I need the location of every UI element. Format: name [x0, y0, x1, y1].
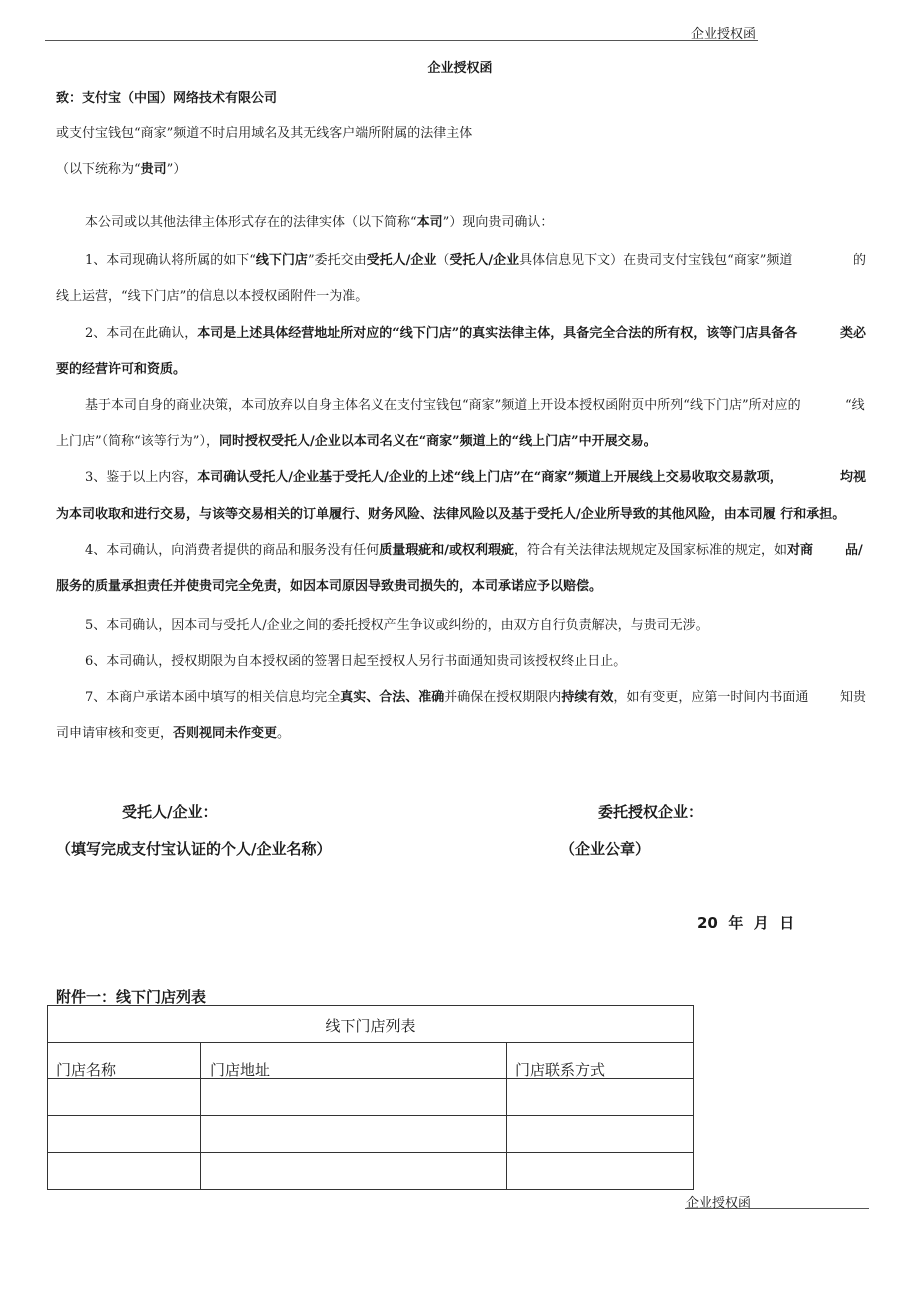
table-cell[interactable] [201, 1079, 506, 1115]
addressee-alias: （以下统称为“贵司”） [56, 162, 187, 177]
table-title: 线下门店列表 [325, 1017, 416, 1035]
trustee-label: 受托人/企业： [122, 803, 218, 821]
column-header-store-contact: 门店联系方式 [515, 1061, 606, 1079]
attachment-title: 附件一：线下门店列表 [56, 988, 207, 1006]
item-7-line-2: 司申请审核和变更，否则视同未作变更。 [56, 726, 291, 741]
table-cell[interactable] [507, 1153, 693, 1189]
decision-line-2: 上门店”（简称“该等行为”），同时授权受托人/企业以本司名义在“商家”频道上的“线上门店”中开展交易。 [56, 434, 657, 449]
addressee: 致：支付宝（中国）网络技术有限公司 [56, 91, 278, 106]
item-4-line-1: 4、本司确认，向消费者提供的商品和服务没有任何质量瑕疵和/或权利瑕疵，符合有关法律法规规定及国家标准的规定，如对商 [85, 543, 814, 558]
item-1-line-1: 1、本司现确认将所属的如下“线下门店”委托交由受托人/企业（受托人/企业具体信息见下文）在贵司支付宝钱包“商家”频道 [85, 253, 793, 268]
item-5: 5、本司确认，因本司与受托人/企业之间的委托授权产生争议或纠纷的，由双方自行负责解决，与贵司无涉。 [85, 618, 709, 633]
item-4-line-2: 服务的质量承担责任并使贵司完全免责，如因本司原因导致贵司损失的，本司承诺应予以赔偿。 [56, 579, 603, 594]
item-1-line-1-end: 的 [853, 253, 867, 268]
table-cell[interactable] [48, 1116, 200, 1152]
grantor-note: （企业公章） [560, 840, 651, 858]
column-header-store-address: 门店地址 [210, 1061, 271, 1079]
column-header-store-name: 门店名称 [56, 1061, 117, 1079]
table-border-top [47, 1005, 694, 1006]
footer-rule [685, 1208, 869, 1209]
document-title: 企业授权函 [427, 61, 493, 76]
item-2-line-1: 2、本司在此确认，本司是上述具体经营地址所对应的“线下门店”的真实法律主体，具备完全合法的所有权，该等门店具备各 [85, 326, 798, 341]
store-list-table [47, 1005, 694, 1190]
table-cell[interactable] [201, 1153, 506, 1189]
table-border-bottom [47, 1189, 694, 1190]
page-footer-label: 企业授权函 [686, 1196, 752, 1211]
header-rule [45, 40, 758, 41]
item-3-line-1: 3、鉴于以上内容，本司确认受托人/企业基于受托人/企业的上述“线上门店”在“商家”频道上开展线上交易收取交易款项， [85, 470, 783, 485]
item-2-line-1-end: 类必 [840, 326, 867, 341]
item-7-line-1-end: 知贵 [840, 690, 867, 705]
table-rule [47, 1042, 694, 1043]
item-4-line-1-end: 品/ [845, 543, 863, 558]
signing-date: 20 年 月 日 [697, 914, 795, 932]
addressee-sub: 或支付宝钱包“商家”频道不时启用域名及其无线客户端所附属的法律主体 [56, 126, 473, 141]
item-7-line-1: 7、本商户承诺本函中填写的相关信息均完全真实、合法、准确并确保在授权期限内持续有效，如有变更，应第一时间内书面通 [85, 690, 809, 705]
decision-line-1: 基于本司自身的商业决策，本司放弃以自身主体名义在支付宝钱包“商家”频道上开设本授权函附页中所列“线下门店”所对应的 [85, 398, 801, 413]
table-cell[interactable] [507, 1079, 693, 1115]
item-3-line-2: 为本司收取和进行交易，与该等交易相关的订单履行、财务风险、法律风险以及基于受托人/企业所导致的其他风险，由本司履 行和承担。 [56, 507, 846, 522]
decision-line-1-end: “线 [845, 398, 865, 413]
trustee-note: （填写完成支付宝认证的个人/企业名称） [56, 840, 332, 858]
table-cell[interactable] [48, 1153, 200, 1189]
item-1-line-2: 线上运营，“线下门店”的信息以本授权函附件一为准。 [56, 289, 369, 304]
item-3-line-1-end: 均视 [840, 470, 867, 485]
table-cell[interactable] [201, 1116, 506, 1152]
item-2-line-2: 要的经营许可和资质。 [56, 362, 187, 377]
grantor-label: 委托授权企业： [598, 803, 704, 821]
table-cell[interactable] [507, 1116, 693, 1152]
page-header-label: 企业授权函 [691, 27, 757, 42]
intro-paragraph: 本公司或以其他法律主体形式存在的法律实体（以下简称“本司”）现向贵司确认： [85, 215, 554, 230]
table-cell[interactable] [48, 1079, 200, 1115]
item-6: 6、本司确认，授权期限为自本授权函的签署日起至授权人另行书面通知贵司该授权终止日止。 [85, 654, 627, 669]
